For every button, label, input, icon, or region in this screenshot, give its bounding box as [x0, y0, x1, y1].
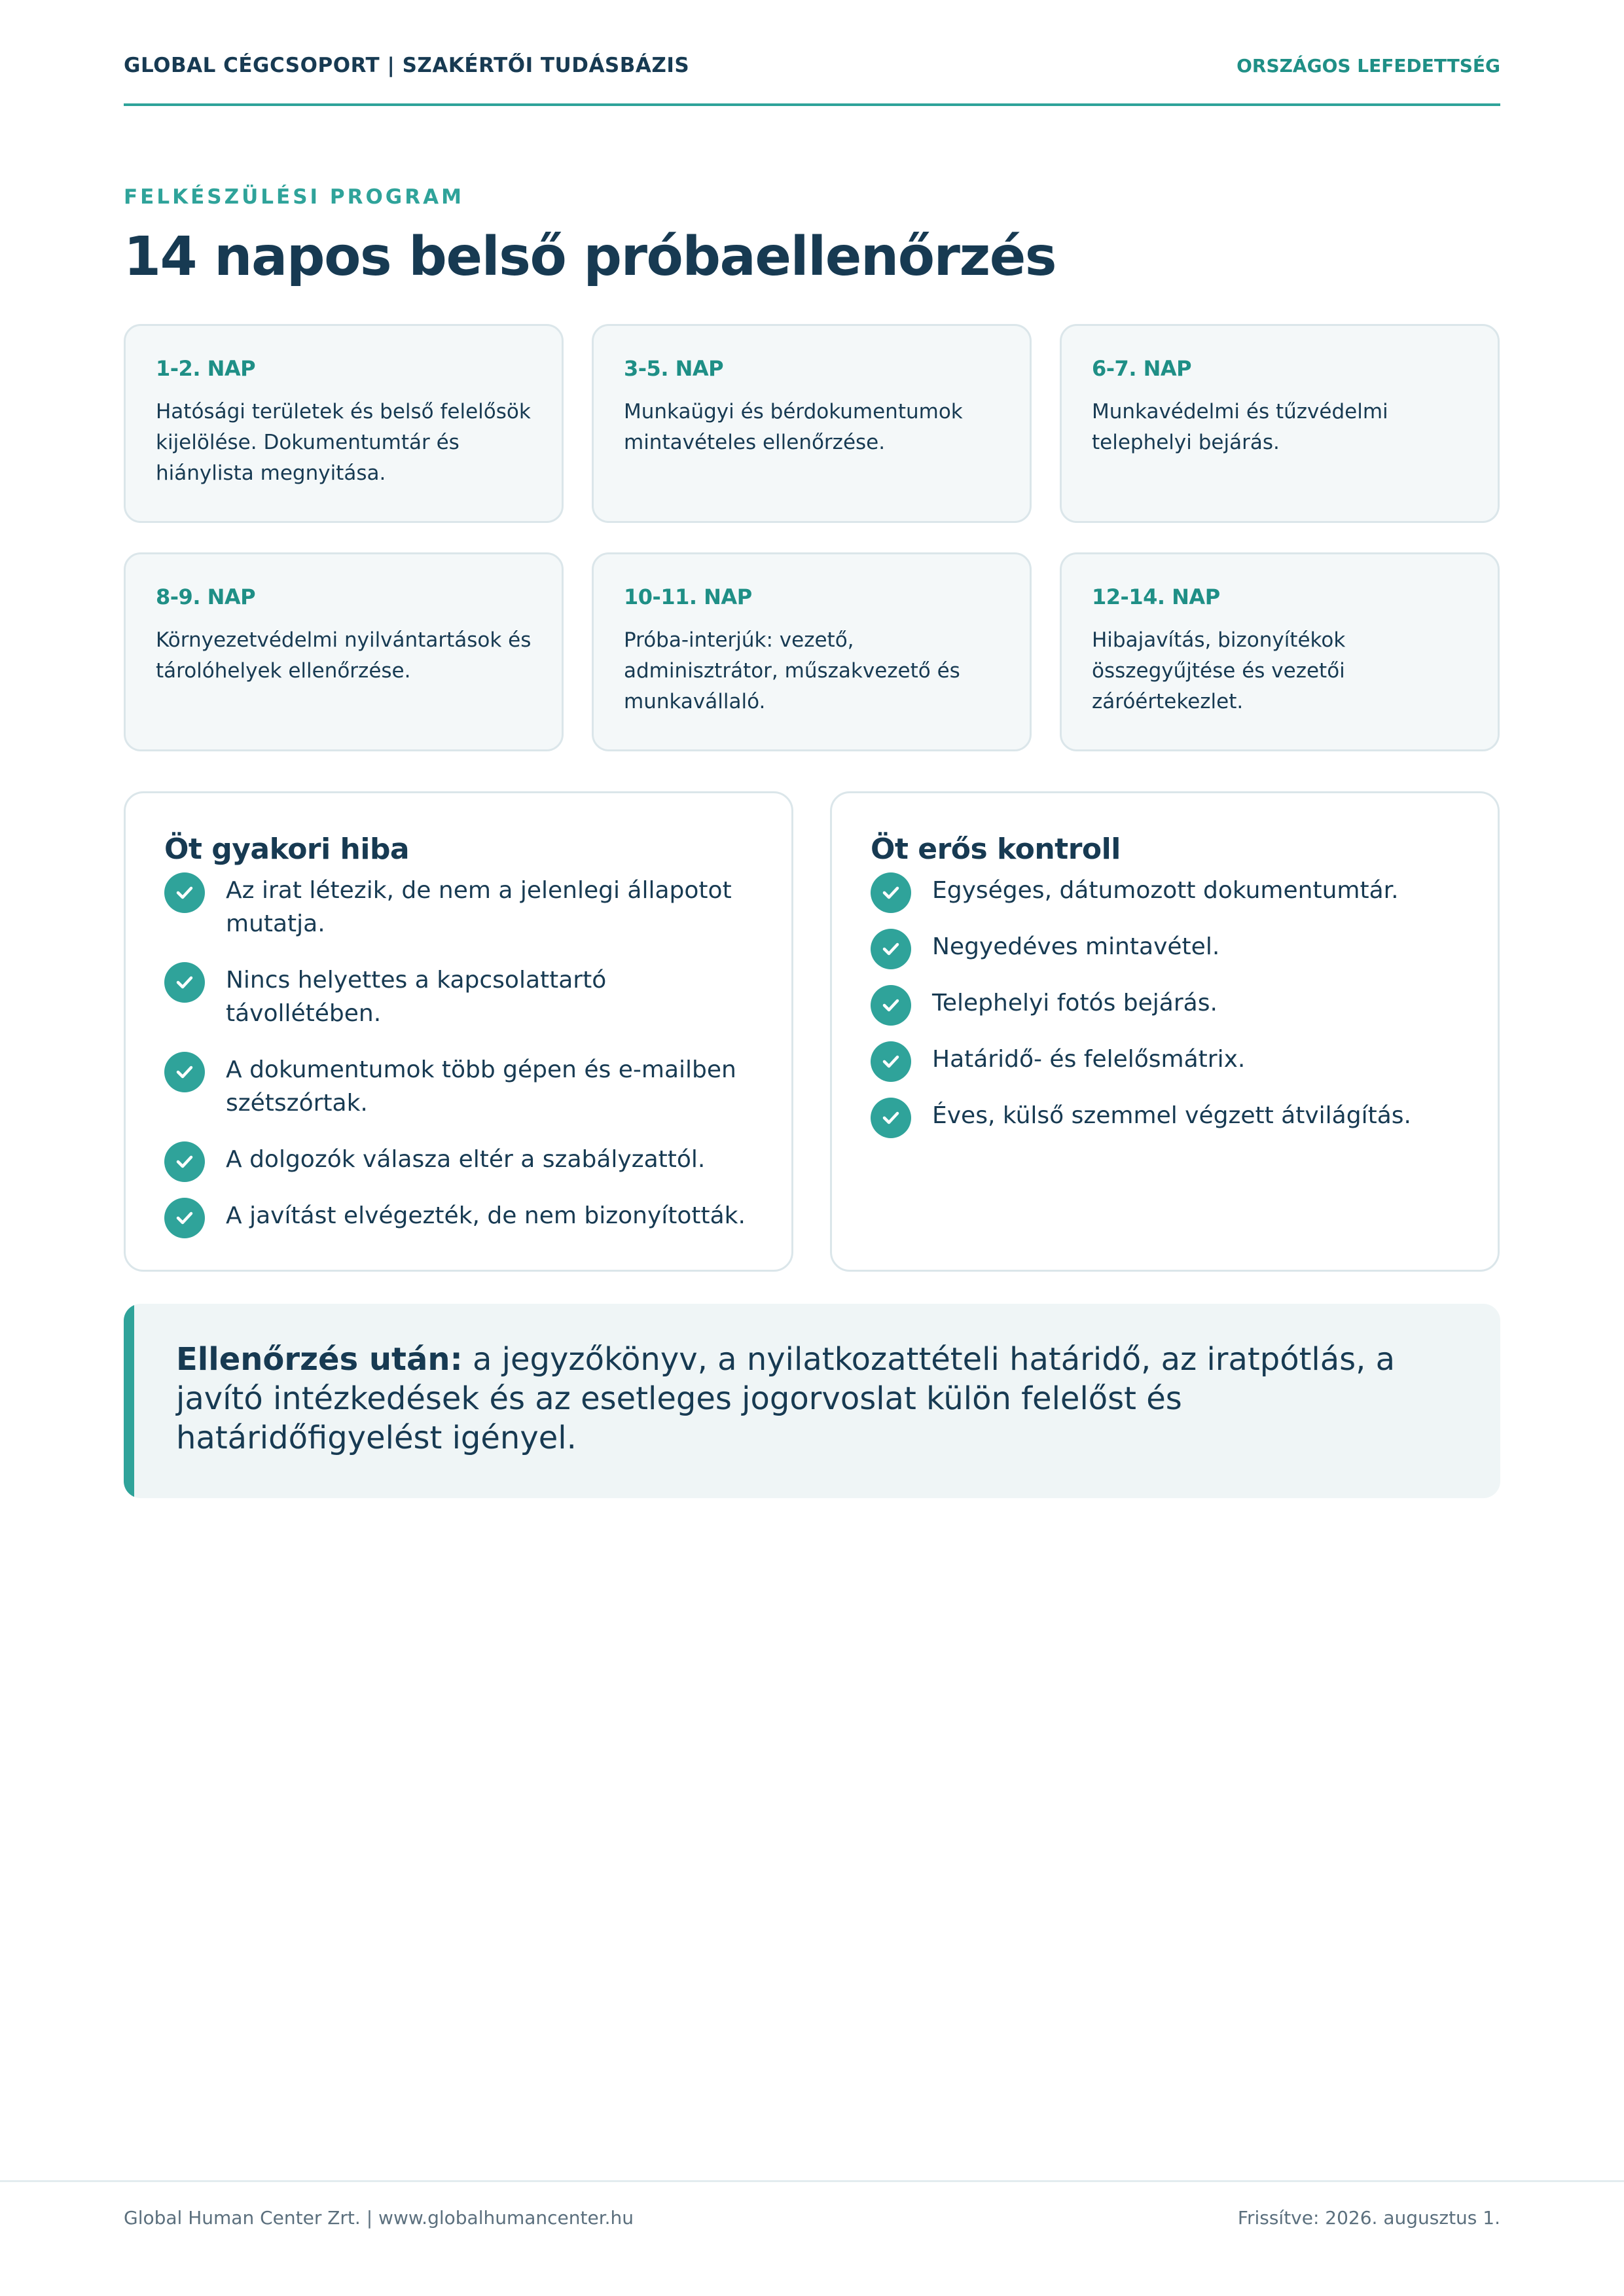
list-item: [871, 1099, 1458, 1132]
note-accent-bar: [124, 1304, 134, 1498]
check-circle-icon: [871, 1041, 911, 1082]
check-circle-icon: [164, 962, 205, 1003]
list-item-text: A dokumentumok több gépen és e-mailben szétszórtak.: [226, 1056, 736, 1117]
strong-controls-list: [871, 874, 1458, 1132]
list-item-text: Negyedéves mintavétel.: [932, 933, 1220, 960]
list-item-text: A javítást elvégezték, de nem bizonyították.: [226, 1202, 746, 1229]
header-coverage: ORSZÁGOS LEFEDETTSÉG: [1236, 55, 1500, 77]
schedule-day: 8-9. NAP: [156, 584, 256, 609]
check-circle-icon: [871, 985, 911, 1026]
list-item: [871, 986, 1458, 1020]
schedule-grid: [124, 324, 1500, 751]
common-errors-panel: [124, 791, 793, 1272]
schedule-text: Próba-interjúk: vezető, adminisztrátor, műszakvezető és munkavállaló.: [624, 628, 960, 713]
check-circle-icon: [871, 1098, 911, 1138]
schedule-text: Munkavédelmi és tűzvédelmi telephelyi bejárás.: [1092, 400, 1388, 454]
list-item-text: Az irat létezik, de nem a jelenlegi állapotot mutatja.: [226, 877, 732, 937]
strong-controls-title: Öt erős kontroll: [871, 833, 1121, 866]
list-item: [164, 963, 752, 1030]
strong-controls-panel: [830, 791, 1500, 1272]
page-header: [124, 0, 1500, 106]
list-item-text: A dolgozók válasza eltér a szabályzattól.: [226, 1146, 706, 1173]
page-title: 14 napos belső próbaellenőrzés: [124, 226, 1056, 288]
list-item: [164, 874, 752, 941]
list-item: [871, 874, 1458, 907]
section-eyebrow: FELKÉSZÜLÉSI PROGRAM: [124, 185, 464, 209]
schedule-card: [1060, 324, 1500, 523]
list-item-text: Telephelyi fotós bejárás.: [932, 990, 1218, 1016]
schedule-card: [1060, 552, 1500, 751]
page-footer: [0, 2180, 1624, 2296]
schedule-text: Munkaügyi és bérdokumentumok mintavételes ellenőrzése.: [624, 400, 963, 454]
common-errors-list: [164, 874, 752, 1232]
list-item: [871, 930, 1458, 963]
schedule-day: 12-14. NAP: [1092, 584, 1220, 609]
check-circle-icon: [164, 872, 205, 913]
footer-company: Global Human Center Zrt. | www.globalhumancenter.hu: [124, 2207, 634, 2229]
schedule-card: [592, 324, 1032, 523]
check-circle-icon: [871, 872, 911, 913]
check-circle-icon: [164, 1052, 205, 1092]
list-item: [164, 1199, 752, 1232]
list-item: [871, 1043, 1458, 1076]
list-item-text: Nincs helyettes a kapcsolattartó távollétében.: [226, 967, 607, 1027]
post-inspection-note: [124, 1304, 1500, 1498]
schedule-day: 1-2. NAP: [156, 356, 256, 381]
schedule-card: [124, 324, 564, 523]
footer-updated-date: Frissítve: 2026. augusztus 1.: [1237, 2207, 1500, 2229]
common-errors-title: Öt gyakori hiba: [164, 833, 410, 866]
list-item-text: Éves, külső szemmel végzett átvilágítás.: [932, 1102, 1411, 1129]
list-item: [164, 1143, 752, 1176]
header-brand: GLOBAL CÉGCSOPORT | SZAKÉRTŐI TUDÁSBÁZIS: [124, 54, 690, 77]
note-text: [176, 1340, 1448, 1458]
list-item-text: Egységes, dátumozott dokumentumtár.: [932, 877, 1399, 904]
schedule-text: Hibajavítás, bizonyítékok összegyűjtése és vezetői záróértekezlet.: [1092, 628, 1346, 713]
schedule-text: Környezetvédelmi nyilvántartások és tárolóhelyek ellenőrzése.: [156, 628, 532, 683]
note-lead: Ellenőrzés után:: [176, 1341, 463, 1378]
list-item: [164, 1053, 752, 1120]
check-circle-icon: [164, 1141, 205, 1182]
note-body: a jegyzőkönyv, a nyilatkozattételi határidő, az iratpótlás, a javító intézkedések és az esetleges jogorvoslat külön felelőst és határidőfigyelést igényel.: [176, 1341, 1396, 1456]
schedule-card: [592, 552, 1032, 751]
schedule-card: [124, 552, 564, 751]
schedule-day: 6-7. NAP: [1092, 356, 1192, 381]
schedule-day: 10-11. NAP: [624, 584, 752, 609]
list-item-text: Határidő- és felelősmátrix.: [932, 1046, 1246, 1073]
schedule-day: 3-5. NAP: [624, 356, 724, 381]
check-circle-icon: [164, 1198, 205, 1238]
schedule-text: Hatósági területek és belső felelősök kijelölése. Dokumentumtár és hiánylista megnyitása.: [156, 400, 531, 485]
check-circle-icon: [871, 929, 911, 969]
